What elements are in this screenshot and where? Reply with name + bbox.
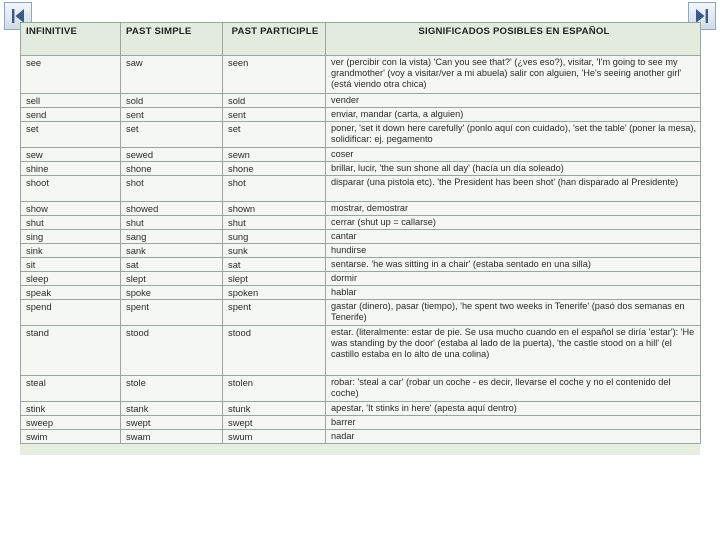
cell-meaning: estar. (literalmente: estar de pie. Se usa mucho cuando en el español se diría 'estar'): 'He was standing by the door' (estaba al lado de la puerta), 'the castle stood on a hill' (el castillo estaba en lo alto de una colina): [326, 326, 701, 376]
table-row: [21, 272, 701, 286]
table-row: [21, 286, 701, 300]
table-row: [21, 230, 701, 244]
cell-infinitive: sleep: [21, 272, 121, 286]
cell-infinitive: sit: [21, 258, 121, 272]
cell-infinitive: swim: [21, 430, 121, 444]
table-row: [21, 216, 701, 230]
cell-past-participle: sung: [223, 230, 326, 244]
cell-infinitive: sell: [21, 94, 121, 108]
cell-past-participle: stood: [223, 326, 326, 376]
cell-past-participle: swum: [223, 430, 326, 444]
cell-past-simple: showed: [121, 202, 223, 216]
cell-past-participle: shown: [223, 202, 326, 216]
cell-past-simple: spoke: [121, 286, 223, 300]
cell-past-participle: shut: [223, 216, 326, 230]
table-row: [21, 56, 701, 94]
cell-infinitive: set: [21, 122, 121, 148]
cell-infinitive: speak: [21, 286, 121, 300]
cell-past-participle: slept: [223, 272, 326, 286]
cell-meaning: enviar, mandar (carta, a alguien): [326, 108, 701, 122]
table-row: [21, 202, 701, 216]
table-row: [21, 430, 701, 444]
cell-infinitive: steal: [21, 376, 121, 402]
cell-infinitive: send: [21, 108, 121, 122]
table-row: [21, 94, 701, 108]
cell-past-participle: shone: [223, 162, 326, 176]
cell-past-participle: stolen: [223, 376, 326, 402]
cell-meaning: brillar, lucir, 'the sun shone all day' (hacía un día soleado): [326, 162, 701, 176]
cell-past-simple: sold: [121, 94, 223, 108]
cell-infinitive: stand: [21, 326, 121, 376]
cell-meaning: disparar (una pistola etc). 'the President has been shot' (han disparado al Presidente): [326, 176, 701, 202]
cell-meaning: cantar: [326, 230, 701, 244]
cell-meaning: apestar, 'It stinks in here' (apesta aquí dentro): [326, 402, 701, 416]
cell-past-simple: saw: [121, 56, 223, 94]
cell-past-simple: sank: [121, 244, 223, 258]
cell-past-simple: stole: [121, 376, 223, 402]
table-row: [21, 108, 701, 122]
cell-past-participle: swept: [223, 416, 326, 430]
cell-meaning: poner, 'set it down here carefully' (ponlo aquí con cuidado), 'set the table' (poner la mesa), solidificar: ej. pegamento: [326, 122, 701, 148]
table-header-row: [21, 23, 701, 56]
cell-meaning: dormir: [326, 272, 701, 286]
cell-meaning: ver (percibir con la vista) 'Can you see that?' (¿ves eso?), visitar, 'I'm going to see my grandmother' (voy a visitar/ver a mi abuela) salir con alguien, 'He's seeing another girl' (está viendo otra chica): [326, 56, 701, 94]
table-row: [21, 402, 701, 416]
cell-past-simple: sang: [121, 230, 223, 244]
cell-meaning: hablar: [326, 286, 701, 300]
table-body: [21, 56, 701, 444]
table-row: [21, 258, 701, 272]
cell-infinitive: sew: [21, 148, 121, 162]
cell-past-simple: swam: [121, 430, 223, 444]
cell-infinitive: sweep: [21, 416, 121, 430]
cell-past-participle: spoken: [223, 286, 326, 300]
cell-past-participle: sold: [223, 94, 326, 108]
cell-infinitive: see: [21, 56, 121, 94]
cell-past-participle: sent: [223, 108, 326, 122]
cell-infinitive: sink: [21, 244, 121, 258]
irregular-verbs-table: [20, 22, 701, 444]
irregular-verbs-sheet: [20, 22, 700, 455]
cell-past-simple: slept: [121, 272, 223, 286]
cell-meaning: vender: [326, 94, 701, 108]
cell-past-participle: spent: [223, 300, 326, 326]
cell-meaning: nadar: [326, 430, 701, 444]
header-past-simple: PAST SIMPLE: [121, 23, 223, 56]
cell-past-simple: shone: [121, 162, 223, 176]
cell-past-simple: spent: [121, 300, 223, 326]
cell-past-participle: sewn: [223, 148, 326, 162]
cell-past-simple: sat: [121, 258, 223, 272]
table-row: [21, 162, 701, 176]
cell-past-participle: shot: [223, 176, 326, 202]
cell-past-participle: sunk: [223, 244, 326, 258]
cell-past-participle: stunk: [223, 402, 326, 416]
cell-infinitive: shoot: [21, 176, 121, 202]
header-past-participle: PAST PARTICIPLE: [223, 23, 326, 56]
cell-infinitive: spend: [21, 300, 121, 326]
cell-past-simple: shut: [121, 216, 223, 230]
cell-infinitive: sing: [21, 230, 121, 244]
cell-meaning: robar: 'steal a car' (robar un coche - es decir, llevarse el coche y no el contenido del coche): [326, 376, 701, 402]
cell-meaning: mostrar, demostrar: [326, 202, 701, 216]
cell-past-participle: sat: [223, 258, 326, 272]
header-meanings: SIGNIFICADOS POSIBLES EN ESPAÑOL: [326, 23, 701, 56]
cell-past-simple: set: [121, 122, 223, 148]
cell-meaning: gastar (dinero), pasar (tiempo), 'he spent two weeks in Tenerife' (pasó dos semanas en Tenerife): [326, 300, 701, 326]
table-row: [21, 244, 701, 258]
cell-infinitive: shut: [21, 216, 121, 230]
table-row: [21, 148, 701, 162]
cell-past-simple: sent: [121, 108, 223, 122]
cell-infinitive: show: [21, 202, 121, 216]
cell-infinitive: stink: [21, 402, 121, 416]
cell-past-simple: stood: [121, 326, 223, 376]
cell-past-simple: sewed: [121, 148, 223, 162]
cell-infinitive: shine: [21, 162, 121, 176]
table-row: [21, 376, 701, 402]
table-row: [21, 416, 701, 430]
cell-past-simple: swept: [121, 416, 223, 430]
cell-meaning: hundirse: [326, 244, 701, 258]
cell-past-participle: seen: [223, 56, 326, 94]
table-row: [21, 300, 701, 326]
cell-meaning: cerrar (shut up = callarse): [326, 216, 701, 230]
table-row: [21, 122, 701, 148]
table-row: [21, 326, 701, 376]
cell-past-simple: shot: [121, 176, 223, 202]
cell-past-simple: stank: [121, 402, 223, 416]
table-row: [21, 176, 701, 202]
header-infinitive: INFINITIVE: [21, 23, 121, 56]
cell-meaning: sentarse. 'he was sitting in a chair' (estaba sentado en una silla): [326, 258, 701, 272]
cell-past-participle: set: [223, 122, 326, 148]
cell-meaning: coser: [326, 148, 701, 162]
cell-meaning: barrer: [326, 416, 701, 430]
